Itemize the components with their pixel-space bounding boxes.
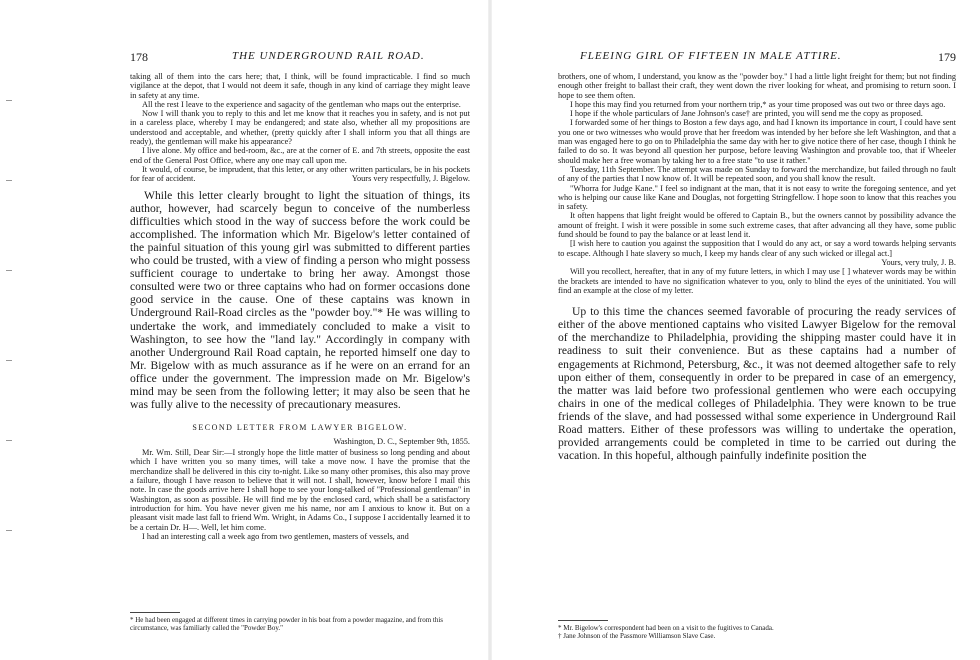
footnote: * He had been engaged at different times in carrying powder in his boat from a powder magazine, and from this circumstance, was familiarly called the "Powder Boy." [130, 616, 444, 633]
right-small-paragraph: I hope if the whole particulars of Jane Johnson's case† are printed, you will send me the copy as proposed. [570, 109, 923, 119]
left-running-head: THE UNDERGROUND RAIL ROAD. [232, 50, 425, 62]
section-heading: SECOND LETTER FROM LAWYER BIGELOW. [192, 423, 408, 433]
letter-signature: Yours very respectfully, J. Bigelow. [351, 174, 470, 184]
right-small-paragraph: "Whorra for Judge Kane." I feel so indignant at the man, that it is not easy to write the foregoing sentence, and yet who is helping our cause like Kane and Douglas, not forgetting Stringfellow. I hope soon to know that this reaches you in safety. [558, 183, 956, 212]
letter-signature: Yours, very truly, J. B. [881, 257, 956, 267]
footnote: † Jane Johnson of the Passmore Williamson Slave Case. [558, 632, 716, 641]
right-small-paragraph: Tuesday, 11th September. The attempt was made on Sunday to forward the merchandize, but failed through no fault of any of the parties that I now know of. It will be repeated soon, and you shall know the result. [558, 164, 956, 184]
right-body-paragraph: Up to this time the chances seemed favorable of procuring the ready services of either of the above mentioned captains who visited Lawyer Bigelow for the removal of the merchandize to Philadelphia, providing the shipping master could have it in readiness to suit their convenience. But as these captains had a number of engagements at Richmond, Petersburg, &c., it was not deemed altogether safe to rely upon either of them, consequently in order to be prepared in case of an emergency, the matter was laid before two professional gentlemen who were each occupying chairs in one of the medical colleges of Philadelphia. They were known to be true friends of the slave, and had possessed withal some experience in Underground Rail Road matters. Either of these professors was willing to undertake the operation, provided arrangements could be completed in time to be carried out during the vacation. In this hopeful, although painfully indefinite position the [558, 305, 956, 463]
right-running-head: FLEEING GIRL OF FIFTEEN IN MALE ATTIRE. [580, 50, 842, 62]
left-text-column [130, 72, 470, 541]
footnote: * Mr. Bigelow's correspondent had been on a visit to the fugitives to Canada. [558, 624, 774, 632]
letter-paragraph: Mr. Wm. Still, Dear Sir:—I strongly hope the little matter of business so long pending and about which I have written you so many times, will take a move now. I have the promise that the merchandize shall be delivered in this city to-night. Like so many other promises, this also may prove a failure, though I have reason to believe that it will not. I shall, however, know before I mail this note. In case the goods arrive here I shall hope to see your long-talked of "Professional gentleman" in Washington, as soon as possible. He will find me by the enclosed card, which shall be a satisfactory introduction for him. You have never given me his name, nor am I anxious to know it. But on a pleasant visit made last fall to friend Wm. Wright, in Adams Co., I suppose I accidentally learned it to be a certain Dr. H—. Well, let him come. [130, 448, 470, 532]
left-small-paragraph: All the rest I leave to the experience and sagacity of the gentleman who maps out the enterprise. [142, 99, 461, 109]
right-footnotes [558, 624, 956, 641]
right-small-paragraph: [I wish here to caution you against the supposition that I would do any act, or say a word towards helping servants to escape. Although I hate slavery so much, I keep my hands clear of any such wicked or illegal act.] [558, 239, 956, 258]
right-sign-line [558, 258, 956, 267]
letter-paragraph: I had an interesting call a week ago from two gentlemen, masters of vessels, and [142, 531, 409, 541]
left-body-paragraph: While this letter clearly brought to light the situation of things, its author, however, had scarcely begun to conceive of the numberless difficulties which stood in the way of success before the work could be accomplished. The information which Mr. Bigelow's letter contained of the painful situation of this young girl was submitted to different parties who could be trusted, with a view of finding a person who might possess sufficient courage to undertake to bring her away. Amongst those consulted were two or three captains who had on former occasions done good service in the cause. One of these captains was known in Underground Rail-Road circles as the "powder boy."* He was willing to undertake the work, and immediately concluded to make a visit to Washington, to see how the "land lay." Accordingly in company with another Underground Rail Road captain, he reported himself one day to Mr. Bigelow with as much assurance as if he were on an errand for an office under the government. The impression made on Mr. Bigelow's mind may be seen from the following letter; it may also be seen that he was fully alive to the necessity of precautionary measures. [130, 188, 470, 412]
right-text-column [558, 72, 956, 462]
closing-text: It would, of course, be imprudent, that this letter, or any other written particulars, be in his pockets for fear of accident. [130, 164, 470, 184]
right-small-paragraph: I hope this may find you returned from your northern trip,* as your time proposed was out two or three days ago. [570, 99, 946, 109]
footnote-rule [130, 612, 180, 613]
right-small-paragraph: It often happens that light freight would be offered to Captain B., but the owners cannot by possibility advance the amount of freight. I wish it were possible in some such extreme cases, that after advancing all they have, some public fund should be found to pay the balance or at least lend it. [558, 211, 956, 240]
left-page-number: 178 [130, 50, 148, 64]
left-small-paragraph: I live alone. My office and bed-room, &c., are at the corner of E. and 7th streets, opposite the east end of the General Post Office, where any one may call upon me. [130, 146, 470, 165]
left-footnotes [130, 616, 470, 633]
right-post-paragraph: Will you recollect, hereafter, that in any of my future letters, in which I may use [ ] whatever words may be within the brackets are intended to have no signification whatever to you, only to blind the eyes of the uninitiated. You will find an example at the close of my letter. [558, 267, 956, 295]
letter-dateline: Washington, D. C., September 9th, 1855. [333, 437, 470, 447]
left-small-paragraph: taking all of them into the cars here; that, I think, will be found impracticable. I find so much vigilance at the depot, that I would not deem it safe, though in any kind of carriage they might leave in safety at any time. [130, 72, 470, 100]
right-page [490, 0, 980, 660]
left-small-paragraph: Now I will thank you to reply to this and let me know that it reaches you in safety, and is not put in a careless place, whereby I may be endangered; and state also, whether all my propositions are understood and acceptable, and whether, (pretty quickly after I shall inform you that all things are ready), the gentleman will make his appearance? [130, 109, 470, 147]
left-closing-paragraph [130, 165, 470, 184]
footnote-rule [558, 620, 608, 621]
page-edge-marks [2, 60, 18, 620]
right-small-paragraph: brothers, one of whom, I understand, you know as the "powder boy." I had a little light freight for them; but not finding enough other freight to ballast their craft, they went down the river looking for wheat, and promising to return soon. I hope to see them often. [558, 72, 956, 100]
right-small-paragraph: I forwarded some of her things to Boston a few days ago, and had I known its importance in court, I could have sent you one or two witnesses who would prove that her freedom was intended by her before she left Washington, and that a man was engaged here to go on to Philadelphia the same day with her to give notice there of her case, though I think he failed to do so. It was beyond all question her purpose, before leaving Washington and provable too, that if Wheeler should make her a free woman by taking her to a free state "to use it rather." [558, 118, 956, 165]
right-page-number: 179 [938, 50, 956, 64]
